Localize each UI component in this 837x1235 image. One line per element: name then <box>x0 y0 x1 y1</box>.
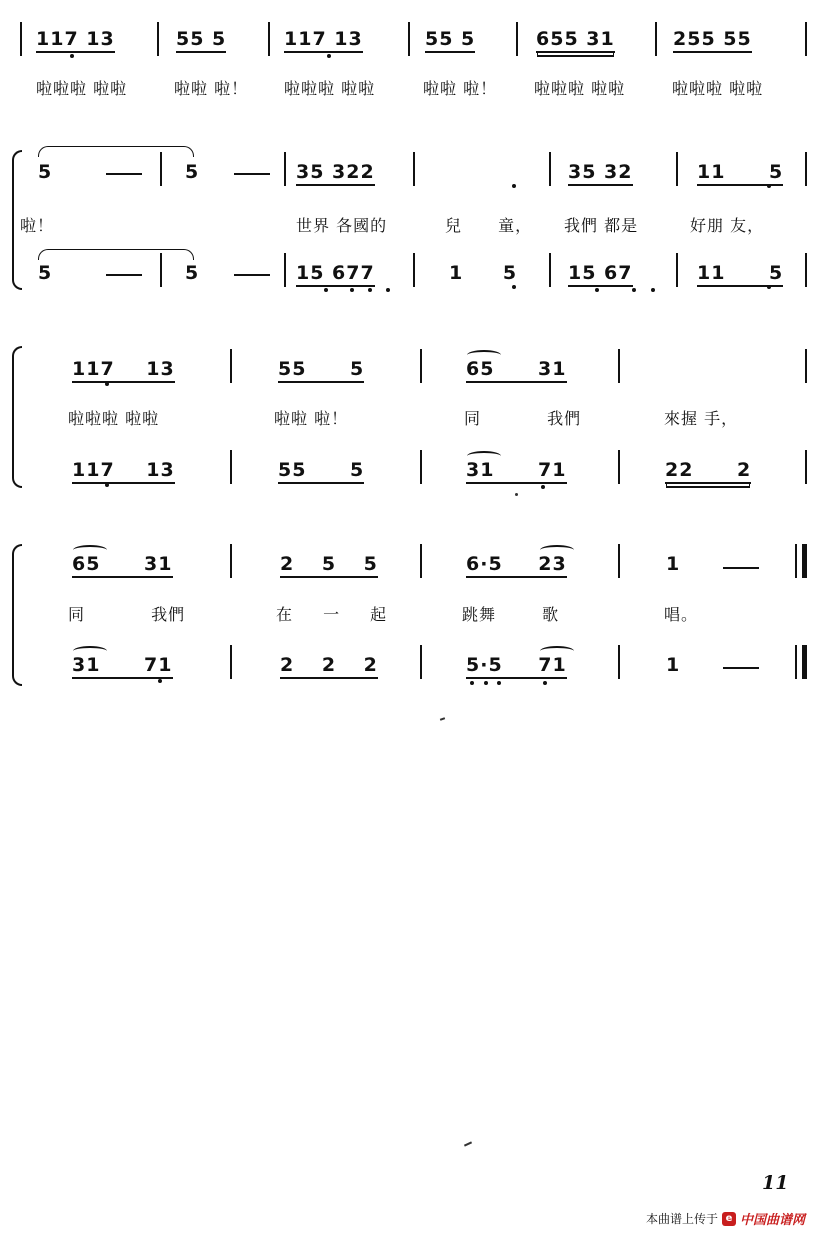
barline <box>549 152 551 186</box>
barline <box>408 22 410 56</box>
upper-measure-1: 5 <box>38 161 53 183</box>
lyric: 世界 各國的 <box>296 216 388 235</box>
octave-dot <box>70 54 74 58</box>
final-barline <box>802 544 807 578</box>
lyric: 啦啦 啦！ <box>174 79 249 98</box>
upper-measure-3: 35 322 <box>296 161 375 183</box>
barline <box>268 22 270 56</box>
barline <box>676 152 678 186</box>
barline <box>413 152 415 186</box>
dash <box>234 274 270 276</box>
dash <box>723 667 759 669</box>
lyric: 兒 童， <box>445 216 533 235</box>
page-number: 11 <box>762 1172 789 1194</box>
octave-dot <box>651 288 655 292</box>
lyric: 同 我們 <box>464 409 582 428</box>
lyric: 啦啦 啦！ <box>274 409 349 428</box>
final-barline <box>802 645 807 679</box>
barline <box>795 645 797 679</box>
dash <box>106 173 142 175</box>
upper-measure-2: 2 5 5 <box>280 553 378 575</box>
barline <box>230 450 232 484</box>
measure-6: 255 55 <box>673 28 752 50</box>
barline <box>413 253 415 287</box>
octave-dot <box>470 681 474 685</box>
ink-speck <box>464 1141 472 1146</box>
lower-measure-4: 22 2 <box>665 459 751 481</box>
octave-dot <box>368 288 372 292</box>
octave-dot <box>386 288 390 292</box>
upper-measure-1: 117 13 <box>72 358 175 380</box>
dash <box>106 274 142 276</box>
upper-measure-6: 11 5 <box>697 161 783 183</box>
barline <box>230 645 232 679</box>
lower-measure-4: 1 5 <box>449 262 518 284</box>
lyric: 好朋 友， <box>690 216 765 235</box>
lower-measure-6: 11 5 <box>697 262 783 284</box>
lower-measure-5: 15 67 <box>568 262 633 284</box>
measure-1: 117 13 <box>36 28 115 50</box>
octave-dot <box>543 681 547 685</box>
footer-text: 本曲谱上传于 <box>646 1212 719 1226</box>
lower-measure-2: 5 <box>185 262 200 284</box>
barline <box>805 253 807 287</box>
octave-dot <box>512 285 516 289</box>
lyric: 啦啦啦 啦啦 <box>672 79 764 98</box>
octave-dot <box>484 681 488 685</box>
barline <box>805 152 807 186</box>
octave-dot <box>327 54 331 58</box>
barline <box>676 253 678 287</box>
barline <box>805 349 807 383</box>
octave-dot <box>632 288 636 292</box>
lower-measure-3: 5·5 71 <box>466 654 567 676</box>
lyric: 在 一 起 <box>276 605 388 624</box>
octave-dot <box>324 288 328 292</box>
upper-measure-2: 55 5 <box>278 358 364 380</box>
barline <box>805 450 807 484</box>
lower-measure-1: 31 71 <box>72 654 173 676</box>
barline <box>230 544 232 578</box>
lower-measure-3: 31 71 <box>466 459 567 481</box>
barline <box>420 450 422 484</box>
barline <box>20 22 22 56</box>
barline <box>420 645 422 679</box>
barline <box>420 349 422 383</box>
octave-dot <box>105 483 109 487</box>
barline <box>284 152 286 186</box>
footer-site-name[interactable]: 中国曲谱网 <box>740 1213 806 1228</box>
upper-final-note: 1 <box>666 553 681 575</box>
lyric: 啦啦啦 啦啦 <box>284 79 376 98</box>
lyric: 啦啦啦 啦啦 <box>534 79 626 98</box>
lyric: 我們 都是 <box>564 216 639 235</box>
system-brace <box>12 346 22 488</box>
ink-speck <box>440 717 445 721</box>
barline <box>549 253 551 287</box>
measure-5: 655 31 <box>536 28 615 50</box>
lyric: 同 我們 <box>68 605 186 624</box>
tie <box>38 146 194 157</box>
barline <box>805 22 807 56</box>
lower-final-note: 1 <box>666 654 681 676</box>
footer-credit <box>646 1209 805 1228</box>
barline <box>284 253 286 287</box>
barline <box>618 349 620 383</box>
ink-speck <box>515 493 518 496</box>
lyric: 啦啦啦 啦啦 <box>36 79 128 98</box>
measure-3: 117 13 <box>284 28 363 50</box>
barline <box>516 22 518 56</box>
lower-measure-2: 2 2 2 <box>280 654 378 676</box>
lyric: 啦！ <box>20 216 55 235</box>
upper-measure-5: 35 32 <box>568 161 633 183</box>
barline <box>795 544 797 578</box>
measure-4: 55 5 <box>425 28 475 50</box>
measure-2: 55 5 <box>176 28 226 50</box>
dash <box>723 567 759 569</box>
lyric: 唱。 <box>664 605 699 624</box>
lyric: 啦啦 啦！ <box>423 79 498 98</box>
site-logo-icon: e <box>722 1212 736 1226</box>
system-brace <box>12 544 22 686</box>
barline <box>230 349 232 383</box>
barline <box>655 22 657 56</box>
octave-dot <box>767 285 771 289</box>
barline <box>157 22 159 56</box>
lower-measure-1: 5 <box>38 262 53 284</box>
tie <box>38 249 194 260</box>
barline <box>420 544 422 578</box>
lower-measure-1: 117 13 <box>72 459 175 481</box>
lyric: 來握 手， <box>664 409 739 428</box>
lower-measure-2: 55 5 <box>278 459 364 481</box>
barline <box>160 152 162 186</box>
octave-dot <box>497 681 501 685</box>
octave-dot <box>105 382 109 386</box>
octave-dot <box>158 679 162 683</box>
upper-measure-3: 6·5 23 <box>466 553 567 575</box>
octave-dot <box>350 288 354 292</box>
octave-dot <box>512 184 516 188</box>
upper-measure-2: 5 <box>185 161 200 183</box>
dash <box>234 173 270 175</box>
barline <box>618 645 620 679</box>
barline <box>160 253 162 287</box>
lower-measure-3: 15 677 <box>296 262 375 284</box>
octave-dot <box>767 184 771 188</box>
barline <box>618 450 620 484</box>
upper-measure-1: 65 31 <box>72 553 173 575</box>
lyric: 啦啦啦 啦啦 <box>68 409 160 428</box>
upper-measure-3: 65 31 <box>466 358 567 380</box>
octave-dot <box>595 288 599 292</box>
barline <box>618 544 620 578</box>
lyric: 跳舞 歌 <box>462 605 560 624</box>
octave-dot <box>541 485 545 489</box>
